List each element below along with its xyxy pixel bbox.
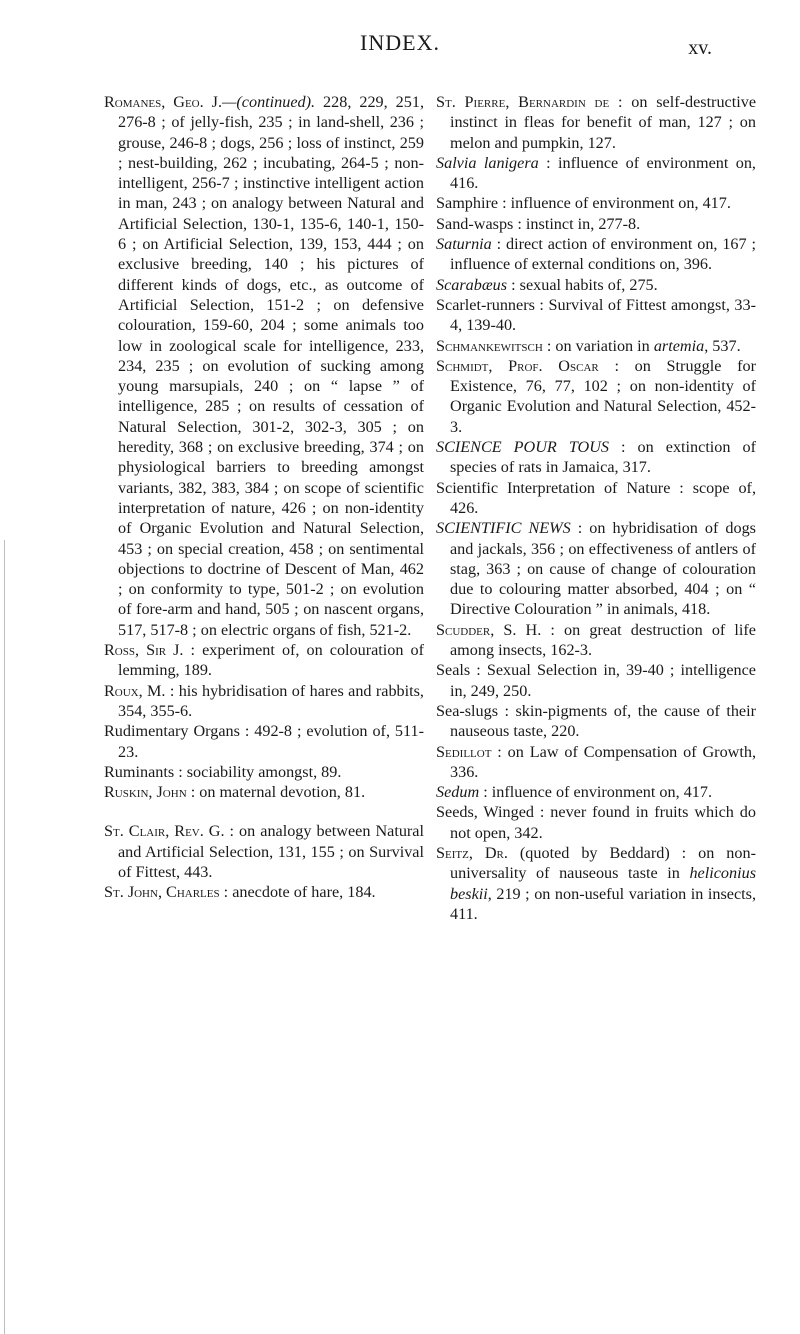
entry-text: Seals : Sexual Selection in, 39-40 ; intelligence in, 249, 250. (436, 661, 756, 700)
index-entry (436, 701, 756, 742)
entry-text: : influence of environment on, 417. (479, 783, 713, 802)
index-entry (104, 882, 424, 902)
entry-heading: Salvia lanigera (436, 153, 539, 172)
entry-text: : direct action of environment on, 167 ; influence of external conditions on, 396. (450, 235, 756, 274)
index-entry (436, 742, 756, 783)
entry-text: Rudimentary Organs : 492-8 ; evolution of, 511-23. (104, 722, 424, 761)
entry-text: : on Law of Compensation of Growth, 336. (450, 742, 756, 781)
entry-heading: Saturnia (436, 235, 492, 254)
index-entry (104, 92, 424, 640)
entry-text: Scarlet-runners : Survival of Fittest amongst, 33-4, 139-40. (436, 295, 756, 335)
entry-text: : on Struggle for Existence, 76, 77, 102 ; on non-identity of Organic Evolution and Natural Selection, 452-3. (450, 356, 756, 436)
index-entry (436, 782, 756, 802)
entry-text: Sand-wasps : instinct in, 277-8. (436, 214, 641, 233)
entry-text-prefix: : on variation in (542, 336, 654, 355)
entry-heading-continued: —(continued). (222, 93, 316, 111)
entry-heading: St. Clair, Rev. G. (104, 822, 225, 841)
index-entry (104, 640, 424, 681)
index-entry (436, 660, 756, 701)
index-column-left (104, 92, 424, 903)
entry-text: : experiment of, on colouration of lemming, 189. (118, 641, 425, 680)
index-entry (104, 782, 424, 802)
index-entry (436, 437, 756, 478)
entry-text: : anecdote of hare, 184. (219, 883, 376, 902)
entry-text: : on analogy between Natural and Artificial Selection, 131, 155 ; on Survival of Fittest, 443. (118, 822, 424, 881)
index-entry (104, 821, 424, 882)
entry-heading: Schmankewitsch (436, 336, 543, 355)
entry-text-italic: heliconius beskii (450, 864, 756, 903)
entry-text: : his hybridisation of hares and rabbits, 354, 355-6. (118, 681, 424, 720)
entry-text: : on extinction of species of rats in Jamaica, 317. (450, 438, 756, 477)
index-entry (436, 478, 756, 519)
index-entry (436, 802, 756, 843)
entry-text: , 537. (704, 336, 741, 355)
page-title: INDEX. (360, 30, 440, 55)
index-entry (436, 843, 756, 924)
entry-heading: Scarabæus (436, 275, 508, 294)
index-entry (436, 518, 756, 619)
entry-heading: St. John, Charles (104, 883, 220, 902)
entry-heading: St. Pierre, Bernardin de (436, 93, 610, 111)
index-entry (436, 295, 756, 336)
index-column-right (436, 92, 756, 924)
index-entry (436, 193, 756, 213)
page-header (0, 30, 800, 70)
entry-text: : on self-destructive instinct in fleas for benefit of man, 127 ; on melon and pumpkin, 127. (450, 93, 757, 152)
page-number: xv. (688, 37, 712, 59)
index-entry (436, 620, 756, 661)
index-entry (436, 234, 756, 275)
entry-heading: Schmidt, Prof. Oscar (436, 356, 599, 375)
entry-heading: SCIENTIFIC NEWS (436, 519, 571, 538)
entry-text: : sexual habits of, 275. (507, 275, 658, 294)
entry-heading: Seitz, Dr. (436, 843, 508, 862)
index-entry (436, 153, 756, 194)
index-entry (104, 721, 424, 762)
entry-text: : on hybridisation of dogs and jackals, 356 ; on effectiveness of antlers of stag, 363 ; on cause of change of colouration due to colouring matter absorbed, 404 ; on “ Directive Colouration ” in animals, 418. (450, 519, 756, 619)
entry-text: Seeds, Winged : never found in fruits which do not open, 342. (436, 803, 756, 842)
entry-heading: SCIENCE POUR TOUS (436, 438, 610, 457)
entry-text-prefix: (quoted by Beddard) : on non-universality of nauseous taste in (450, 843, 756, 883)
entry-text: : on maternal devotion, 81. (186, 783, 366, 802)
entry-text: : on great destruction of life among insects, 162-3. (450, 620, 756, 660)
entry-text-italic: artemia (653, 336, 705, 355)
index-entry (436, 92, 756, 153)
index-entry (436, 275, 756, 295)
entry-text: Sea-slugs : skin-pigments of, the cause of their nauseous taste, 220. (436, 701, 756, 741)
entry-text: : influence of environment on, 416. (450, 153, 756, 193)
entry-heading: Sedillot (436, 742, 492, 761)
index-entry (436, 214, 756, 234)
page-edge-shadow (4, 540, 5, 1334)
entry-heading: Sedum (436, 783, 480, 802)
index-entry (436, 336, 756, 356)
entry-heading: Ruskin, John (104, 783, 187, 802)
index-entry (104, 762, 424, 782)
entry-text: 228, 229, 251, 276-8 ; of jelly-fish, 235 ; in land-shell, 236 ; grouse, 246-8 ; dogs, 256 ; loss of instinct, 259 ; nest-building, 262 ; incubating, 264-5 ; non-intelligent, 256-7 ; instinctive intelligent action in man, 243 ; on analogy between Natural and Artificial Selection, 130-1, 135-6, 140-1, 150-6 ; on Artificial Selection, 139, 153, 444 ; on exclusive breeding, 140 ; his pictures of different kinds of dogs, etc., as outcome of Artificial Selection, 151-2 ; on defensive colouration, 159-60, 204 ; some animals too low in zoological scale for intelligence, 233, 234, 235 ; on evolution of sucking among young marsupials, 240 ; on “ lapse ” of intelligence, 285 ; on results of cessation of Natural Selection, 301-2, 302-3, 305 ; on heredity, 368 ; on exclusive breeding, 374 ; on physiological barriers to breeding amongst variants, 382, 383, 384 ; on scope of scientific interpretation of nature, 426 ; on non-identity of Organic Evolution and Natural Selection, 453 ; on special creation, 458 ; on sentimental objections to doctrine of Descent of Man, 462 ; on conformity to type, 501-2 ; on evolution of fore-arm and hand, 505 ; on nascent organs, 517, 517-8 ; on electric organs of fish, 521-2. (118, 93, 425, 639)
entry-text: Scientific Interpretation of Nature : scope of, 426. (436, 478, 756, 517)
entry-heading: Roux, M. (104, 681, 166, 700)
index-entry (104, 681, 424, 722)
entry-text: , 219 ; on non-useful variation in insects, 411. (450, 884, 756, 923)
entry-heading: Ross, Sir J. (104, 641, 184, 660)
index-entry (436, 356, 756, 437)
entry-text: Ruminants : sociability amongst, 89. (104, 762, 342, 781)
entry-text: Samphire : influence of environment on, 417. (436, 194, 731, 213)
entry-heading: Scudder, S. H. (436, 620, 542, 639)
entry-heading: Romanes, Geo. J. (104, 93, 223, 111)
